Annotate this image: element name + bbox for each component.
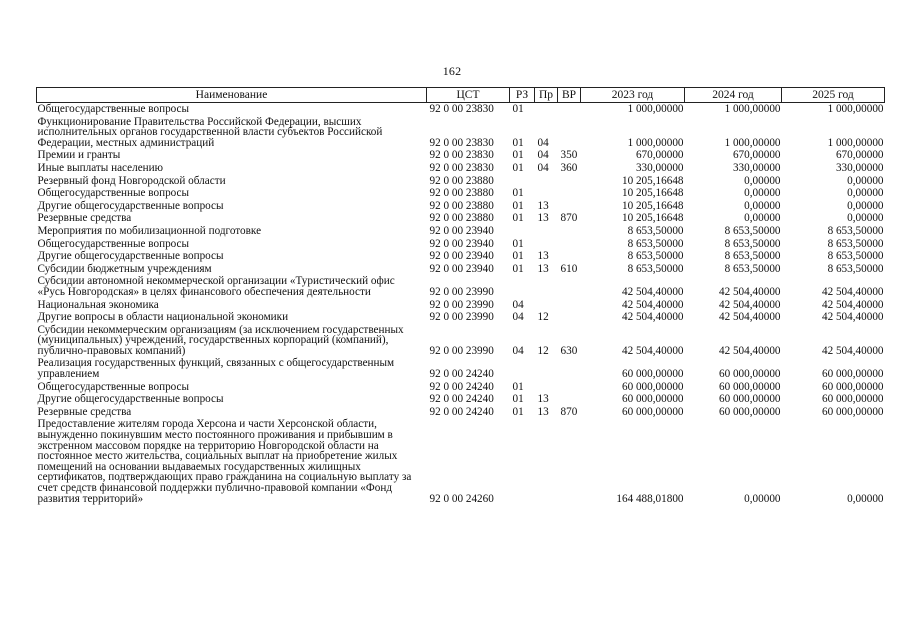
table-row <box>37 275 885 298</box>
row-code: 92 0 00 23940 <box>429 262 494 275</box>
row-pr <box>535 381 558 394</box>
table-row <box>37 149 885 162</box>
row-vr <box>558 250 581 263</box>
row-vr <box>558 225 581 238</box>
row-vr <box>558 103 581 116</box>
row-value-2024: 0,00000 <box>744 492 781 505</box>
row-code: 92 0 00 23830 <box>429 103 494 115</box>
page-number: 162 <box>442 64 462 78</box>
row-rz: 01 <box>512 250 524 263</box>
row-value-2025: 0,00000 <box>847 492 884 505</box>
row-name: Мероприятия по мобилизационной подготовке <box>37 224 262 237</box>
row-vr: 870 <box>560 405 578 418</box>
table-row <box>37 225 885 238</box>
row-name: Субсидии некоммерческим организациям (за исключением государственных (муниципальных) учреждений, государственных корпораций (компаний), публично-правовых компаний) <box>37 323 404 357</box>
row-rz: 01 <box>512 262 524 275</box>
row-value-2025: 0,00000 <box>847 199 884 212</box>
row-value-2023: 164 488,01800 <box>616 492 684 505</box>
row-value-2024: 42 504,40000 <box>718 344 781 357</box>
row-pr <box>535 225 558 238</box>
row-code: 92 0 00 24240 <box>429 368 494 381</box>
row-name: Другие общегосударственные вопросы <box>37 199 224 212</box>
row-rz: 01 <box>512 149 524 162</box>
row-value-2024: 1 000,00000 <box>724 136 781 149</box>
row-value-2023: 60 000,00000 <box>621 393 684 406</box>
row-code: 92 0 00 23880 <box>429 199 494 212</box>
row-name: Национальная экономика <box>37 298 159 311</box>
row-value-2025: 0,00000 <box>847 187 884 200</box>
table-row <box>37 175 885 188</box>
row-vr <box>558 175 581 188</box>
row-vr <box>558 357 581 380</box>
row-pr: 13 <box>537 262 549 275</box>
row-value-2023: 42 504,40000 <box>621 285 684 298</box>
row-value-2025: 60 000,00000 <box>821 368 884 381</box>
row-value-2023: 60 000,00000 <box>621 380 684 393</box>
row-pr <box>535 238 558 251</box>
row-code: 92 0 00 24240 <box>429 405 494 418</box>
table-row <box>37 187 885 200</box>
row-vr <box>558 418 581 505</box>
row-name: Резервные средства <box>37 405 132 418</box>
row-name: Функционирование Правительства Российской Федерации, высших исполнительных органов государственной власти субъектов Российской Федерации, местных администраций <box>37 115 383 149</box>
row-value-2023: 8 653,50000 <box>627 224 684 237</box>
table-row <box>37 299 885 312</box>
row-vr <box>558 393 581 406</box>
row-value-2024: 8 653,50000 <box>724 237 781 250</box>
table-row <box>37 238 885 251</box>
row-rz <box>510 357 535 380</box>
header-rz: РЗ <box>510 88 535 103</box>
row-rz <box>510 275 535 298</box>
row-value-2024: 60 000,00000 <box>718 393 781 406</box>
row-value-2024: 42 504,40000 <box>718 285 781 298</box>
row-pr <box>535 275 558 298</box>
row-value-2023: 8 653,50000 <box>627 237 684 250</box>
row-rz: 01 <box>512 103 524 115</box>
row-vr <box>558 275 581 298</box>
row-value-2025: 8 653,50000 <box>827 262 884 275</box>
row-value-2025: 0,00000 <box>847 212 884 225</box>
table-row <box>37 250 885 263</box>
row-code: 92 0 00 23830 <box>429 136 494 149</box>
row-vr <box>558 116 581 150</box>
row-value-2025: 42 504,40000 <box>821 311 884 324</box>
row-pr <box>535 103 558 116</box>
row-value-2023: 8 653,50000 <box>627 262 684 275</box>
row-pr: 13 <box>537 250 549 263</box>
row-value-2023: 10 205,16648 <box>621 187 684 200</box>
row-vr <box>558 238 581 251</box>
row-value-2025: 8 653,50000 <box>827 250 884 263</box>
row-rz: 01 <box>512 212 524 225</box>
row-value-2024: 8 653,50000 <box>724 224 781 237</box>
row-value-2023: 10 205,16648 <box>621 212 684 225</box>
row-rz: 01 <box>512 405 524 418</box>
table-row <box>37 263 885 276</box>
row-name: Общегосударственные вопросы <box>37 187 190 200</box>
row-rz <box>510 175 535 188</box>
row-name: Реализация государственных функций, связанных с общегосударственным управлением <box>37 357 395 381</box>
row-value-2025: 42 504,40000 <box>821 298 884 311</box>
row-rz: 01 <box>512 237 524 250</box>
row-value-2023: 10 205,16648 <box>621 199 684 212</box>
row-name: Субсидии бюджетным учреждениям <box>37 262 212 275</box>
row-rz: 04 <box>512 311 524 324</box>
row-vr: 610 <box>560 262 578 275</box>
row-value-2025: 1 000,00000 <box>827 136 884 149</box>
row-value-2024: 0,00000 <box>744 187 781 200</box>
row-name: Премии и гранты <box>37 149 121 162</box>
row-pr: 12 <box>537 311 549 324</box>
row-code: 92 0 00 23940 <box>429 237 494 250</box>
row-vr: 350 <box>560 149 578 162</box>
table-row <box>37 162 885 175</box>
table-row <box>37 324 885 358</box>
row-value-2024: 1 000,00000 <box>724 103 781 115</box>
row-rz: 01 <box>512 187 524 200</box>
row-code: 92 0 00 23880 <box>429 212 494 225</box>
header-pr: Пр <box>535 88 558 103</box>
row-value-2025: 60 000,00000 <box>821 380 884 393</box>
row-rz <box>510 418 535 505</box>
header-code: ЦСТ <box>427 88 510 103</box>
row-code: 92 0 00 23990 <box>429 344 494 357</box>
table-row <box>37 357 885 380</box>
row-name: Другие общегосударственные вопросы <box>37 250 224 263</box>
row-value-2024: 8 653,50000 <box>724 250 781 263</box>
row-vr <box>558 299 581 312</box>
row-name: Общегосударственные вопросы <box>37 380 190 393</box>
row-value-2023: 42 504,40000 <box>621 311 684 324</box>
row-value-2025: 42 504,40000 <box>821 285 884 298</box>
row-name: Резервный фонд Новгородской области <box>37 174 226 187</box>
row-vr <box>558 187 581 200</box>
row-value-2023: 42 504,40000 <box>621 344 684 357</box>
row-code: 92 0 00 23990 <box>429 298 494 311</box>
row-value-2025: 8 653,50000 <box>827 224 884 237</box>
row-pr: 13 <box>537 199 549 212</box>
row-pr <box>535 299 558 312</box>
row-value-2024: 0,00000 <box>744 212 781 225</box>
row-value-2024: 42 504,40000 <box>718 311 781 324</box>
row-name: Резервные средства <box>37 212 132 225</box>
row-rz: 04 <box>512 344 524 357</box>
row-value-2023: 8 653,50000 <box>627 250 684 263</box>
row-value-2025: 60 000,00000 <box>821 393 884 406</box>
row-value-2024: 330,00000 <box>732 161 781 174</box>
row-value-2024: 0,00000 <box>744 199 781 212</box>
row-value-2024: 60 000,00000 <box>718 380 781 393</box>
row-rz: 01 <box>512 161 524 174</box>
row-name: Другие вопросы в области национальной экономики <box>37 311 289 324</box>
row-value-2025: 330,00000 <box>835 161 884 174</box>
header-2024: 2024 год <box>685 88 782 103</box>
header-2025: 2025 год <box>782 88 885 103</box>
row-name: Другие общегосударственные вопросы <box>37 393 224 406</box>
row-code: 92 0 00 23880 <box>429 187 494 200</box>
table-header <box>37 88 885 103</box>
row-code: 92 0 00 23990 <box>429 285 494 298</box>
row-value-2025: 60 000,00000 <box>821 405 884 418</box>
row-value-2025: 1 000,00000 <box>827 103 884 115</box>
row-pr: 04 <box>537 149 549 162</box>
row-rz: 04 <box>512 298 524 311</box>
row-rz: 01 <box>512 136 524 149</box>
row-code: 92 0 00 23990 <box>429 311 494 324</box>
row-name: Субсидии автономной некоммерческой организации «Туристический офис «Русь Новгородская» в целях финансового обеспечения деятельности <box>37 275 395 298</box>
table-row <box>37 406 885 419</box>
row-name: Иные выплаты населению <box>37 161 163 174</box>
row-value-2024: 670,00000 <box>732 149 781 162</box>
row-vr <box>558 200 581 213</box>
row-code: 92 0 00 24260 <box>429 492 494 505</box>
table-body <box>37 103 885 506</box>
row-value-2023: 330,00000 <box>635 161 684 174</box>
row-rz: 01 <box>512 199 524 212</box>
row-value-2024: 42 504,40000 <box>718 298 781 311</box>
row-code: 92 0 00 24240 <box>429 380 494 393</box>
row-value-2025: 0,00000 <box>847 174 884 187</box>
header-row <box>37 88 885 103</box>
table-row <box>37 116 885 150</box>
row-pr <box>535 175 558 188</box>
row-pr: 04 <box>537 136 549 149</box>
row-rz: 01 <box>512 393 524 406</box>
row-pr: 13 <box>537 212 549 225</box>
row-code: 92 0 00 23830 <box>429 149 494 162</box>
header-name: Наименование <box>37 88 427 103</box>
row-name: Общегосударственные вопросы <box>37 103 190 115</box>
row-pr: 12 <box>537 344 549 357</box>
header-vr: ВР <box>558 88 581 103</box>
row-pr: 13 <box>537 393 549 406</box>
table-row <box>37 381 885 394</box>
row-code: 92 0 00 23940 <box>429 250 494 263</box>
row-code: 92 0 00 23830 <box>429 161 494 174</box>
row-value-2025: 42 504,40000 <box>821 344 884 357</box>
row-vr: 360 <box>560 161 578 174</box>
row-value-2023: 60 000,00000 <box>621 405 684 418</box>
table-row <box>37 212 885 225</box>
row-code: 92 0 00 24240 <box>429 393 494 406</box>
row-name: Предоставление жителям города Херсона и части Херсонской области, вынужденно покинувшим место постоянного проживания и прибывшим в экстренном массовом порядке на территорию Новгородской области на постоянное место жительства, социальных выплат на приобретение жилых помещений на основании выдаваемых государственных жилищных сертификатов, подтверждающих право гражданина на социальную выплату за счет средств финансовой поддержки публично-правовой компании «Фонд развития территорий» <box>37 418 412 505</box>
row-value-2024: 8 653,50000 <box>724 262 781 275</box>
row-value-2025: 8 653,50000 <box>827 237 884 250</box>
table-row <box>37 393 885 406</box>
row-value-2025: 670,00000 <box>835 149 884 162</box>
budget-table <box>36 87 885 505</box>
row-vr <box>558 381 581 394</box>
row-vr: 630 <box>560 344 578 357</box>
row-value-2024: 60 000,00000 <box>718 368 781 381</box>
row-value-2023: 1 000,00000 <box>627 103 684 115</box>
row-value-2023: 1 000,00000 <box>627 136 684 149</box>
table-row <box>37 103 885 116</box>
table-row <box>37 200 885 213</box>
row-code: 92 0 00 23880 <box>429 174 494 187</box>
row-rz: 01 <box>512 380 524 393</box>
table-row <box>37 311 885 324</box>
row-pr: 04 <box>537 161 549 174</box>
row-pr <box>535 357 558 380</box>
header-2023: 2023 год <box>581 88 685 103</box>
row-value-2023: 670,00000 <box>635 149 684 162</box>
row-value-2023: 42 504,40000 <box>621 298 684 311</box>
row-vr <box>558 311 581 324</box>
row-pr: 13 <box>537 405 549 418</box>
row-pr <box>535 187 558 200</box>
row-code: 92 0 00 23940 <box>429 224 494 237</box>
row-value-2024: 60 000,00000 <box>718 405 781 418</box>
row-value-2023: 60 000,00000 <box>621 368 684 381</box>
row-value-2023: 10 205,16648 <box>621 174 684 187</box>
row-name: Общегосударственные вопросы <box>37 237 190 250</box>
row-value-2024: 0,00000 <box>744 174 781 187</box>
row-rz <box>510 225 535 238</box>
row-pr <box>535 418 558 505</box>
row-vr: 870 <box>560 212 578 225</box>
table-row <box>37 418 885 505</box>
